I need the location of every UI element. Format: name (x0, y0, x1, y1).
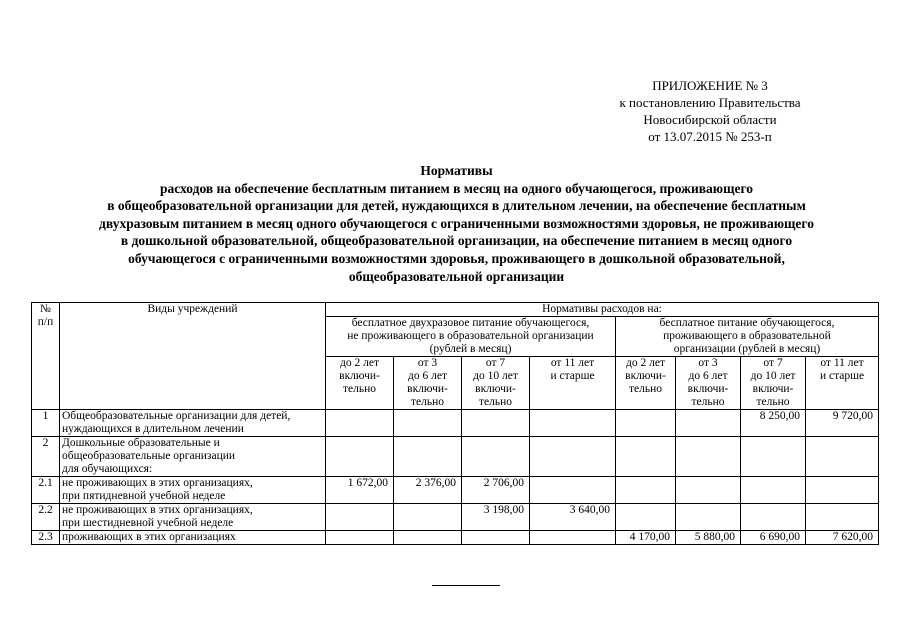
row-number: 1 (32, 410, 60, 437)
value-cell (616, 437, 676, 477)
value-cell (462, 410, 530, 437)
header-group-nonresident: бесплатное двухразовое питание обучающегося, не проживающего в образовательной организации (рублей в месяц) (326, 317, 616, 357)
value-cell: 2 706,00 (462, 477, 530, 504)
header-institution-type: Виды учреждений (60, 303, 326, 410)
header-age-col: до 2 лет включи- тельно (616, 357, 676, 410)
value-cell (462, 531, 530, 545)
value-cell (676, 477, 741, 504)
end-divider (432, 585, 500, 586)
value-cell (676, 410, 741, 437)
header-age-col: до 2 лет включи- тельно (326, 357, 394, 410)
appendix-header (560, 77, 860, 145)
title-line: обучающегося с ограниченными возможностями здоровья, проживающего в дошкольной образовательной, (128, 250, 785, 266)
value-cell (616, 477, 676, 504)
table-row (32, 504, 879, 531)
value-cell (326, 437, 394, 477)
value-cell (326, 504, 394, 531)
value-cell: 6 690,00 (741, 531, 806, 545)
title-line: двухразовым питанием в месяц одного обучающегося с ограниченными возможностями здоровья, не проживающего (99, 215, 814, 231)
header-group-resident: бесплатное питание обучающегося, проживающего в образовательной организации (рублей в месяц) (616, 317, 879, 357)
header-number: № п/п (32, 303, 60, 410)
value-cell (394, 504, 462, 531)
title-line: в общеобразовательной организации для детей, нуждающихся в длительном лечении, на обеспечение бесплатным (107, 198, 806, 214)
table-row (32, 437, 879, 477)
appendix-number: ПРИЛОЖЕНИЕ № 3 (652, 78, 768, 93)
value-cell (741, 504, 806, 531)
title-heading: Нормативы (420, 163, 493, 178)
table-row (32, 531, 879, 545)
value-cell (741, 437, 806, 477)
header-age-col: от 3 до 6 лет включи- тельно (676, 357, 741, 410)
value-cell: 2 376,00 (394, 477, 462, 504)
value-cell: 4 170,00 (616, 531, 676, 545)
row-name: Дошкольные образовательные и общеобразовательные организации для обучающихся: (60, 437, 326, 477)
appendix-region: Новосибирской области (643, 112, 777, 127)
value-cell (741, 477, 806, 504)
value-cell: 5 880,00 (676, 531, 741, 545)
value-cell (394, 410, 462, 437)
norms-table (31, 302, 879, 545)
header-age-col: от 3 до 6 лет включи- тельно (394, 357, 462, 410)
table-row (32, 410, 879, 437)
header-age-col: от 7 до 10 лет включи- тельно (462, 357, 530, 410)
value-cell (806, 477, 879, 504)
value-cell: 8 250,00 (741, 410, 806, 437)
value-cell (676, 437, 741, 477)
header-norms: Нормативы расходов на: (326, 303, 879, 317)
value-cell (326, 531, 394, 545)
value-cell: 7 620,00 (806, 531, 879, 545)
title-line: в дошкольной образовательной, общеобразовательной организации, на обеспечение питанием в месяц одного (120, 233, 793, 249)
row-number: 2.2 (32, 504, 60, 531)
value-cell (530, 531, 616, 545)
header-age-col: от 11 лет и старше (530, 357, 616, 410)
value-cell (394, 531, 462, 545)
value-cell: 3 198,00 (462, 504, 530, 531)
row-name: не проживающих в этих организациях, при шестидневной учебной неделе (60, 504, 326, 531)
value-cell (806, 437, 879, 477)
row-number: 2.1 (32, 477, 60, 504)
value-cell (806, 504, 879, 531)
value-cell (616, 410, 676, 437)
row-number: 2.3 (32, 531, 60, 545)
value-cell (462, 437, 530, 477)
header-age-col: от 11 лет и старше (806, 357, 879, 410)
value-cell (394, 437, 462, 477)
title-line: общеобразовательной организации (348, 268, 565, 284)
table-row (32, 477, 879, 504)
value-cell (616, 504, 676, 531)
value-cell (530, 477, 616, 504)
value-cell (676, 504, 741, 531)
value-cell (326, 410, 394, 437)
row-number: 2 (32, 437, 60, 477)
appendix-date: от 13.07.2015 № 253-п (648, 129, 772, 144)
value-cell: 9 720,00 (806, 410, 879, 437)
row-name: Общеобразовательные организации для детей, нуждающихся в длительном лечении (60, 410, 326, 437)
row-name: не проживающих в этих организациях, при пятидневной учебной неделе (60, 477, 326, 504)
value-cell (530, 437, 616, 477)
appendix-ref: к постановлению Правительства (619, 95, 801, 110)
header-age-col: от 7 до 10 лет включи- тельно (741, 357, 806, 410)
row-name: проживающих в этих организациях (60, 531, 326, 545)
document-title (40, 162, 873, 285)
value-cell (530, 410, 616, 437)
value-cell: 1 672,00 (326, 477, 394, 504)
value-cell: 3 640,00 (530, 504, 616, 531)
title-line: расходов на обеспечение бесплатным питанием в месяц на одного обучающегося, проживающего (159, 180, 754, 196)
